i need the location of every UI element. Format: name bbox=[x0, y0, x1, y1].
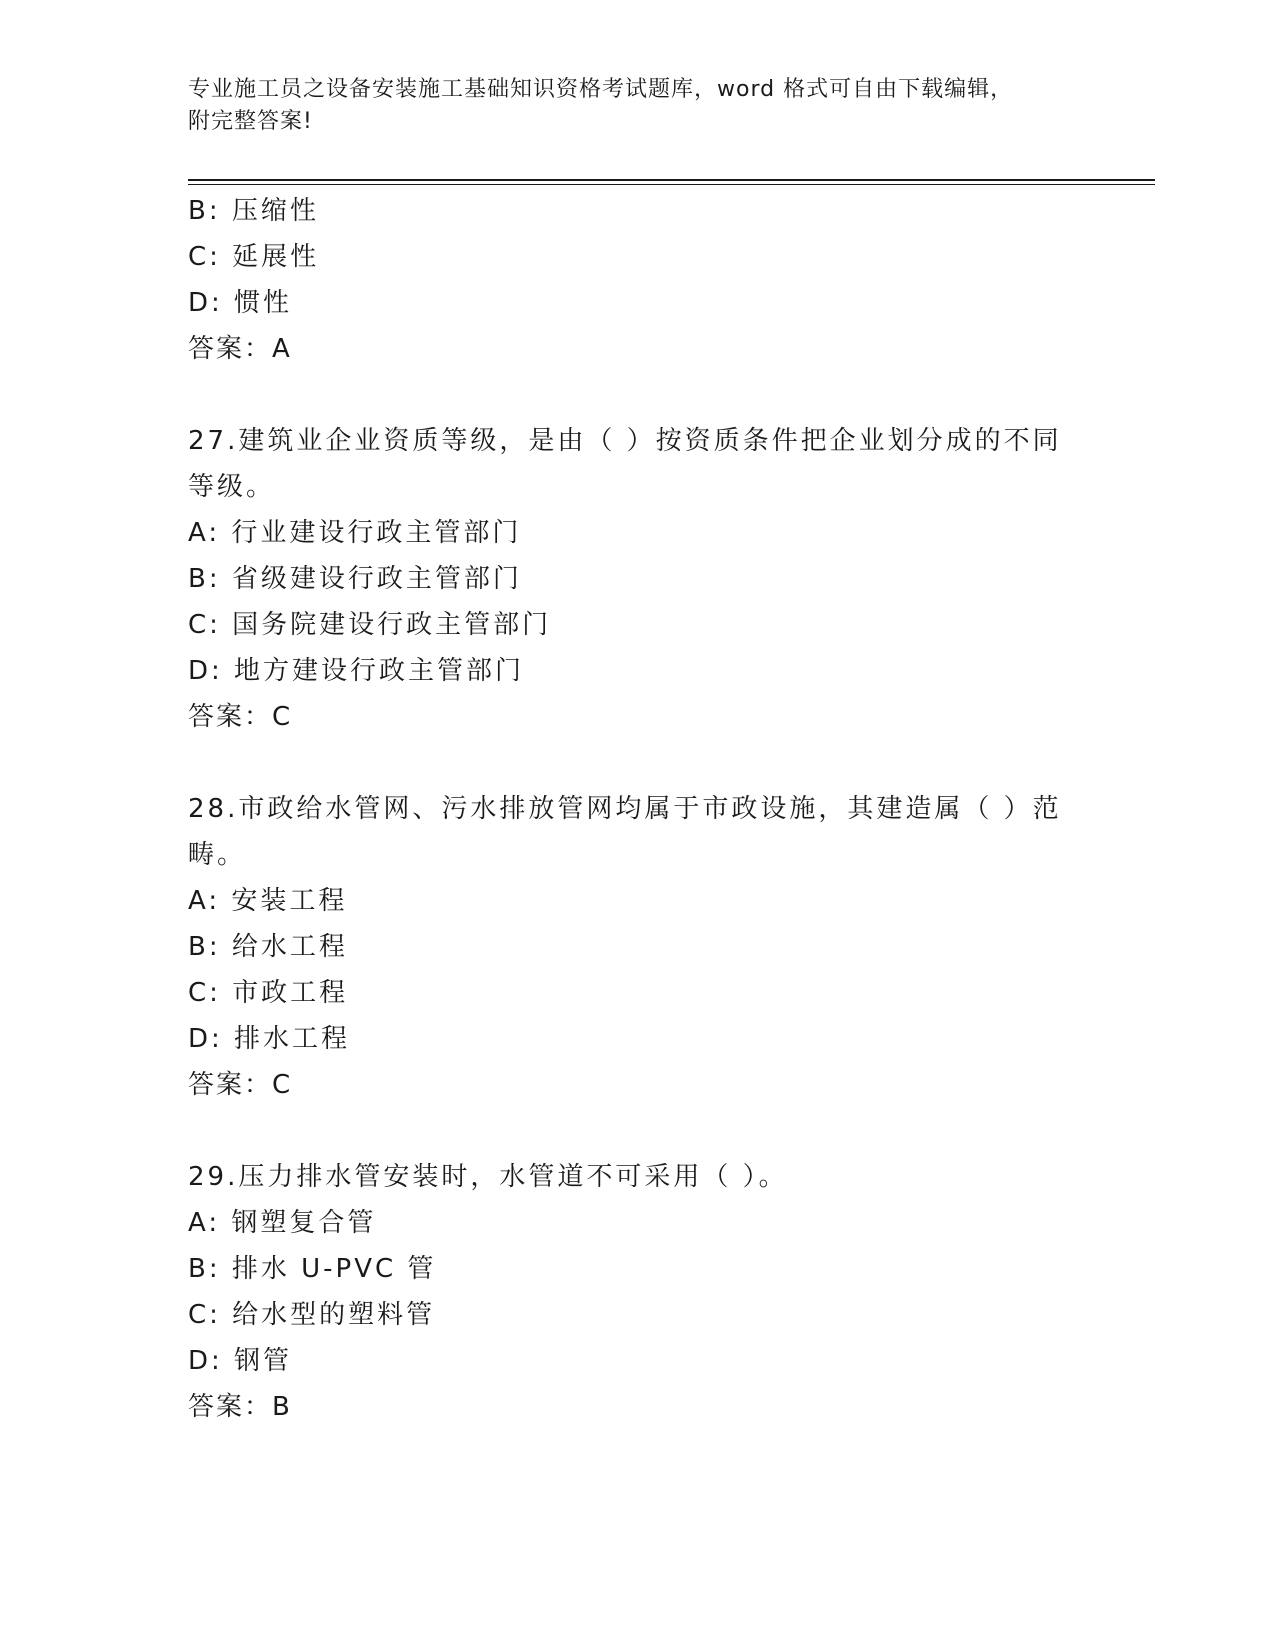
option-a: A: 钢塑复合管 bbox=[188, 1208, 377, 1238]
option-b: B: 排水 U-PVC 管 bbox=[188, 1254, 437, 1284]
option-d: D: 地方建设行政主管部门 bbox=[188, 656, 525, 686]
option-c: C: 延展性 bbox=[188, 242, 320, 272]
question-stem: 28.市政给水管网、污水排放管网均属于市政设施，其建造属（ ）范 bbox=[188, 794, 1062, 824]
option-a: A: 安装工程 bbox=[188, 886, 348, 916]
question-stem-continued: 畴。 bbox=[188, 840, 247, 870]
answer: 答案：A bbox=[188, 334, 292, 364]
spacer bbox=[188, 372, 1068, 418]
question-stem-continued: 等级。 bbox=[188, 472, 276, 502]
option-d: D: 排水工程 bbox=[188, 1024, 351, 1054]
header-divider-thick bbox=[188, 179, 1155, 181]
header-divider-thin bbox=[188, 184, 1155, 185]
header-line-1: 专业施工员之设备安装施工基础知识资格考试题库，word 格式可自由下载编辑， bbox=[188, 77, 1014, 102]
option-c: C: 市政工程 bbox=[188, 978, 349, 1008]
option-c: C: 国务院建设行政主管部门 bbox=[188, 610, 552, 640]
document-header bbox=[188, 74, 1068, 138]
question-28 bbox=[188, 786, 1068, 1108]
header-line-2: 附完整答案! bbox=[188, 109, 313, 134]
option-d: D: 惯性 bbox=[188, 288, 293, 318]
option-c: C: 给水型的塑料管 bbox=[188, 1300, 436, 1330]
question-27 bbox=[188, 418, 1068, 740]
option-b: B: 压缩性 bbox=[188, 196, 319, 226]
option-b: B: 给水工程 bbox=[188, 932, 348, 962]
spacer bbox=[188, 1108, 1068, 1154]
question-26 bbox=[188, 188, 1068, 372]
option-a: A: 行业建设行政主管部门 bbox=[188, 518, 522, 548]
spacer bbox=[188, 740, 1068, 786]
answer: 答案：C bbox=[188, 1070, 293, 1100]
option-d: D: 钢管 bbox=[188, 1346, 293, 1376]
question-stem: 27.建筑业企业资质等级，是由（ ）按资质条件把企业划分成的不同 bbox=[188, 426, 1062, 456]
question-29 bbox=[188, 1154, 1068, 1430]
question-list bbox=[188, 188, 1068, 1430]
question-stem: 29.压力排水管安装时，水管道不可采用（ ）。 bbox=[188, 1162, 788, 1192]
option-b: B: 省级建设行政主管部门 bbox=[188, 564, 522, 594]
answer: 答案：B bbox=[188, 1392, 292, 1422]
answer: 答案：C bbox=[188, 702, 293, 732]
